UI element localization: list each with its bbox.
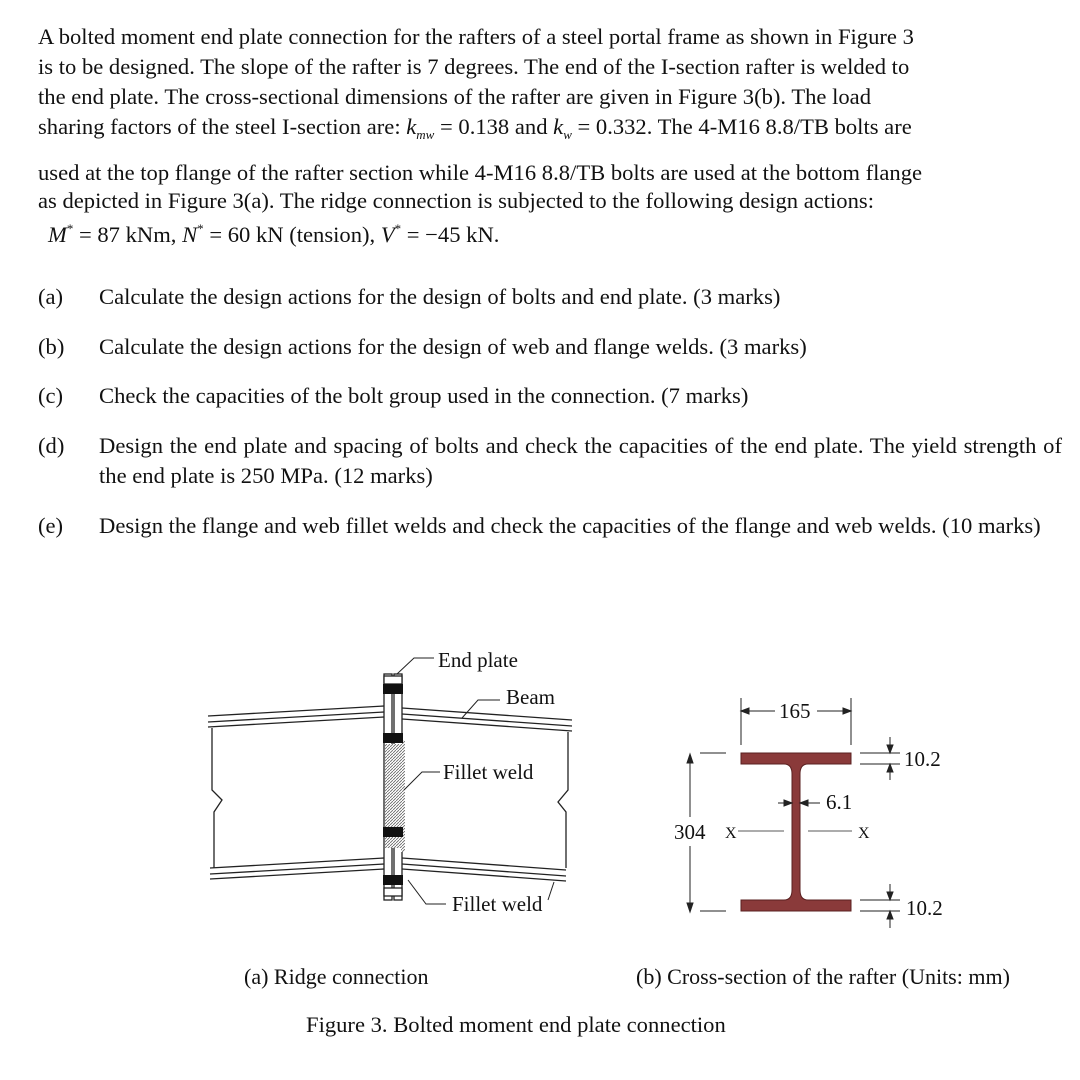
problem-statement [38,22,1062,250]
kmw-value: = 0.138 and [434,114,554,139]
question-e [38,511,1062,541]
question-b [38,332,1062,362]
end-plates [384,674,405,900]
question-text: Design the flange and web fillet welds and check the capacities of the flange and web welds. (10 marks) [99,513,1041,538]
question-c [38,381,1062,411]
question-text: Calculate the design actions for the design of bolts and end plate. (3 marks) [99,284,781,309]
intro-line-3: the end plate. The cross-sectional dimensions of the rafter are given in Figure 3(b). The load [38,84,871,109]
left-rafter [208,706,384,879]
bottom-flange-dimension: 10.2 [906,896,943,920]
top-flange-dimension: 10.2 [904,747,941,771]
question-label: (a) [38,284,64,309]
question-a [38,282,1062,312]
intro-line-6: as depicted in Figure 3(a). The ridge connection is subjected to the following design actions: [38,188,874,213]
intro-line-1: A bolted moment end plate connection for the rafters of a steel portal frame as shown in Figure 3 [38,24,914,49]
depth-dimension: 304 [674,820,706,844]
width-dimension: 165 [779,699,811,723]
fillet-weld-label-1: Fillet weld [443,760,534,784]
caption-a: (a) Ridge connection [244,964,429,989]
axis-label-right: X [858,825,870,842]
intro-line-5: used at the top flange of the rafter section while 4-M16 8.8/TB bolts are used at the bottom flange [38,160,923,185]
kmw-subscript: mw [416,127,435,142]
question-label: (b) [38,334,65,359]
web-dimension: 6.1 [826,790,853,814]
kmw-symbol: k [406,114,417,139]
question-label: (d) [38,433,65,458]
kw-subscript: w [563,127,572,142]
kw-symbol: k [553,114,564,139]
intro-line-4: sharing factors of the steel I-section are: $k_{mw} = 0.138$ and $k_w = 0.332$. The 4-M16 8.8/TB bolts are [38,114,912,142]
question-label: (c) [38,383,64,408]
fillet-weld-label-2: Fillet weld [452,892,543,916]
beam-label: Beam [506,685,555,709]
kw-value: = 0.332 [571,114,647,139]
intro-line-2: is to be designed. The slope of the rafter is 7 degrees. The end of the I-section rafter is welded to [38,54,910,79]
axis-label-left: X [725,825,737,842]
i-section [741,753,851,911]
question-text: Design the end plate and spacing of bolts and check the capacities of the end plate. The yield strength of the end plate is 250 MPa. (12 marks) [99,433,1062,488]
question-label: (e) [38,513,64,538]
i-section-shape [741,753,851,911]
question-d [38,431,1062,491]
question-text: Calculate the design actions for the design of web and flange welds. (3 marks) [99,334,807,359]
design-actions: M* = 87 kNm, N* = 60 kN (tension), V* = −45 kN. [48,221,500,247]
question-text: Check the capacities of the bolt group used in the connection. (7 marks) [99,383,749,408]
right-rafter [402,708,572,881]
figure-title: Figure 3. Bolted moment end plate connection [306,1012,726,1037]
figure-3 [0,600,1080,960]
caption-b: (b) Cross-section of the rafter (Units: mm) [636,964,1010,989]
end-plate-label: End plate [438,648,518,672]
